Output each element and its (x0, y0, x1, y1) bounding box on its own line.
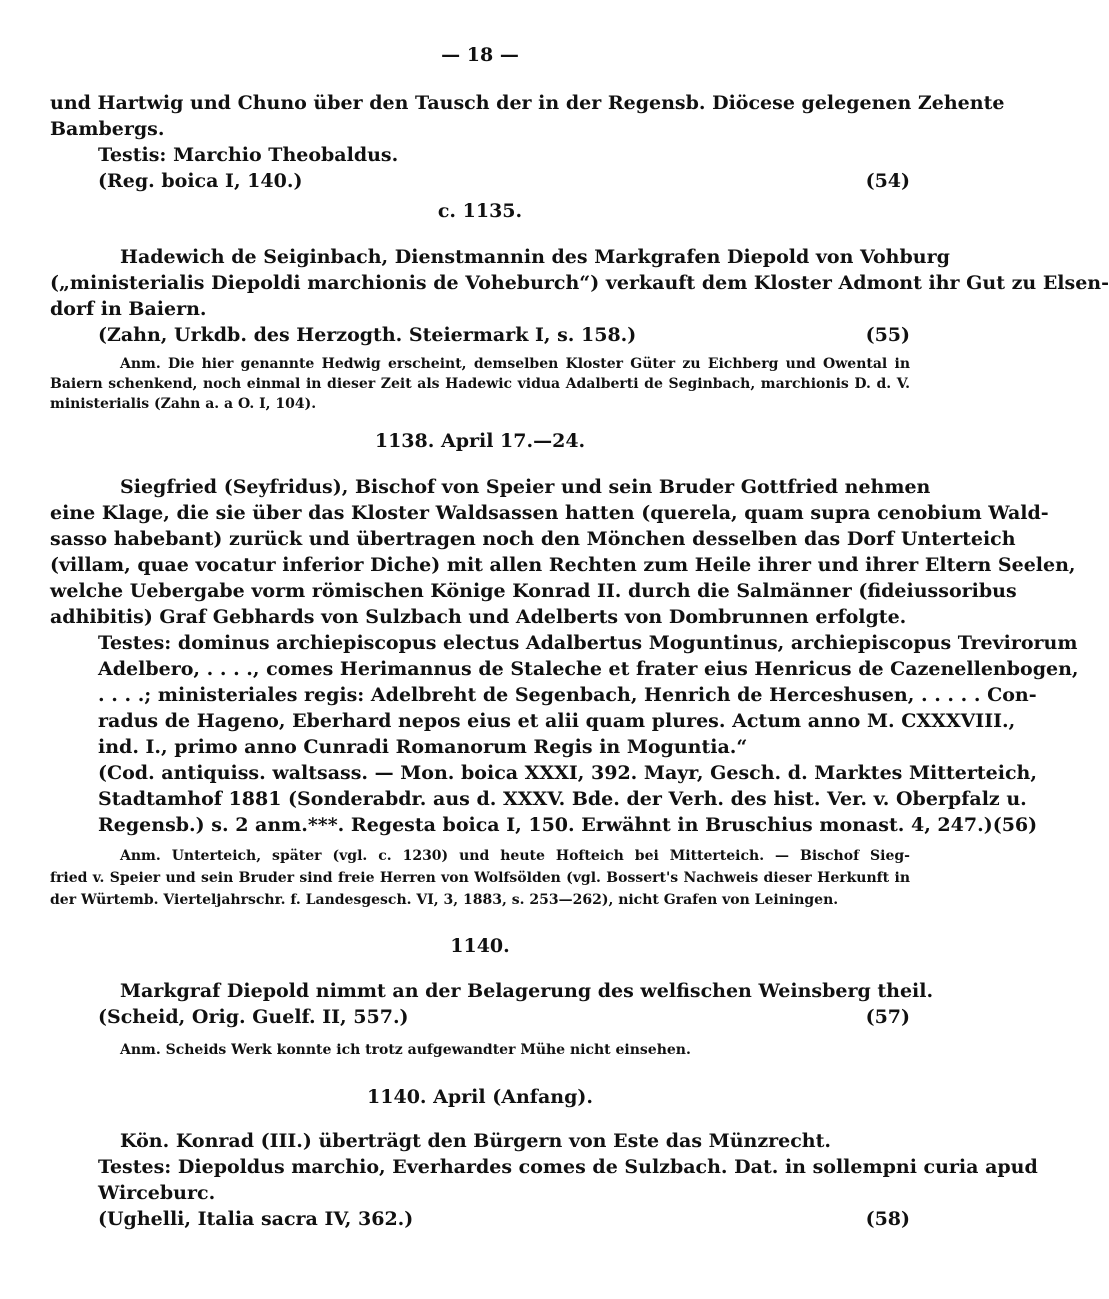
entry-date: c. 1135. (437, 200, 523, 222)
note-line: der Würtemb. Vierteljahrschr. f. Landesgesch. VI, 3, 1883, s. 253—262), nicht Grafen von Leiningen. (50, 892, 839, 908)
text-line: (villam, quae vocatur inferior Diche) mit allen Rechten zum Heile ihrer und ihrer Eltern Seelen, (50, 554, 1076, 576)
entry-number: (57) (865, 1006, 910, 1028)
citation-text: (Scheid, Orig. Guelf. II, 557.) (98, 1006, 409, 1028)
text-line: Adelbero, . . . ., comes Herimannus de Staleche et frater eius Henricus de Cazenellenbogen, (98, 658, 1079, 680)
text-line: Testes: dominus archiepiscopus electus Adalbertus Moguntinus, archiepiscopus Trevirorum (98, 632, 1078, 654)
text-line: sasso habebant) zurück und übertragen noch den Mönchen desselben das Dorf Unterteich (50, 528, 1016, 550)
text-line: radus de Hageno, Eberhard nepos eius et alii quam plures. Actum anno M. CXXXVIII., (98, 710, 1016, 732)
citation-line (98, 168, 910, 194)
note-line: fried v. Speier und sein Bruder sind freie Herren von Wolfsölden (vgl. Bossert's Nachweis dieser Herkunft in (50, 870, 910, 886)
text-line: Siegfried (Seyfridus), Bischof von Speier und sein Bruder Gottfried nehmen (120, 476, 931, 498)
text-line: dorf in Baiern. (50, 298, 207, 320)
text-line: . . . .; ministeriales regis: Adelbreht de Segenbach, Henrich de Herceshusen, . . . . . Con- (98, 684, 1037, 706)
citation-line (98, 1206, 910, 1232)
entry-number: (56) (992, 814, 1038, 836)
text-line: Testes: Diepoldus marchio, Everhardes comes de Sulzbach. Dat. in sollempni curia apud (98, 1156, 1038, 1178)
note-line: ministerialis (Zahn a. a O. I, 104). (50, 396, 317, 412)
entry-date: 1140. April (Anfang). (367, 1086, 593, 1108)
text-line: welche Uebergabe vorm römischen Könige Konrad II. durch die Salmänner (fideiussoribus (50, 580, 1017, 602)
citation-line (98, 322, 910, 348)
note-line: Anm. Unterteich, später (vgl. c. 1230) und heute Hofteich bei Mitterteich. — Bischof Sieg- (120, 848, 910, 864)
entry-date: 1140. (450, 935, 510, 957)
entry-number: (55) (865, 324, 910, 346)
text-line: adhibitis) Graf Gebhards von Sulzbach und Adelberts von Dombrunnen erfolgte. (50, 606, 907, 628)
text-line: Wirceburc. (98, 1182, 216, 1204)
text-line: ind. I., primo anno Cunradi Romanorum Regis in Moguntia.“ (98, 736, 748, 758)
entry-number: (54) (865, 170, 910, 192)
note-line: Anm. Scheids Werk konnte ich trotz aufgewandter Mühe nicht einsehen. (120, 1042, 691, 1058)
citation-text: (Reg. boica I, 140.) (98, 170, 303, 192)
citation-text: Regensb.) s. 2 anm.***. Regesta boica I, 150. Erwähnt in Bruschius monast. 4, 247.) (98, 814, 993, 836)
text-line: Markgraf Diepold nimmt an der Belagerung des welfischen Weinsberg theil. (120, 980, 934, 1002)
text-line: eine Klage, die sie über das Kloster Waldsassen hatten (querela, quam supra cenobium Wald- (50, 502, 1049, 524)
page-number: — 18 — (441, 44, 519, 66)
text-line: (Cod. antiquiss. waltsass. — Mon. boica XXXI, 392. Mayr, Gesch. d. Marktes Mitterteich, (98, 762, 1037, 784)
entry-number: (58) (865, 1208, 910, 1230)
text-line: Testis: Marchio Theobaldus. (98, 144, 399, 166)
text-line: („ministerialis Diepoldi marchionis de Voheburch“) verkauft dem Kloster Admont ihr Gut zu Elsen- (50, 272, 1109, 294)
citation-text: (Zahn, Urkdb. des Herzogth. Steiermark I, s. 158.) (98, 324, 637, 346)
text-line: Bambergs. (50, 118, 165, 140)
text-line: Kön. Konrad (III.) überträgt den Bürgern von Este das Münzrecht. (120, 1130, 831, 1152)
citation-text: (Ughelli, Italia sacra IV, 362.) (98, 1208, 414, 1230)
text-line: und Hartwig und Chuno über den Tausch der in der Regensb. Diöcese gelegenen Zehente (50, 92, 1005, 114)
citation-line (98, 1004, 910, 1030)
text-line: Hadewich de Seiginbach, Dienstmannin des Markgrafen Diepold von Vohburg (120, 246, 950, 268)
note-line: Baiern schenkend, noch einmal in dieser Zeit als Hadewic vidua Adalberti de Seginbach, marchionis D. d. V. (50, 376, 910, 392)
citation-line (98, 812, 1038, 838)
note-line: Anm. Die hier genannte Hedwig erscheint, demselben Kloster Güter zu Eichberg und Owental in (120, 356, 910, 372)
text-line: Stadtamhof 1881 (Sonderabdr. aus d. XXXV. Bde. der Verh. des hist. Ver. v. Oberpfalz u. (98, 788, 1027, 810)
entry-date: 1138. April 17.—24. (374, 430, 586, 452)
